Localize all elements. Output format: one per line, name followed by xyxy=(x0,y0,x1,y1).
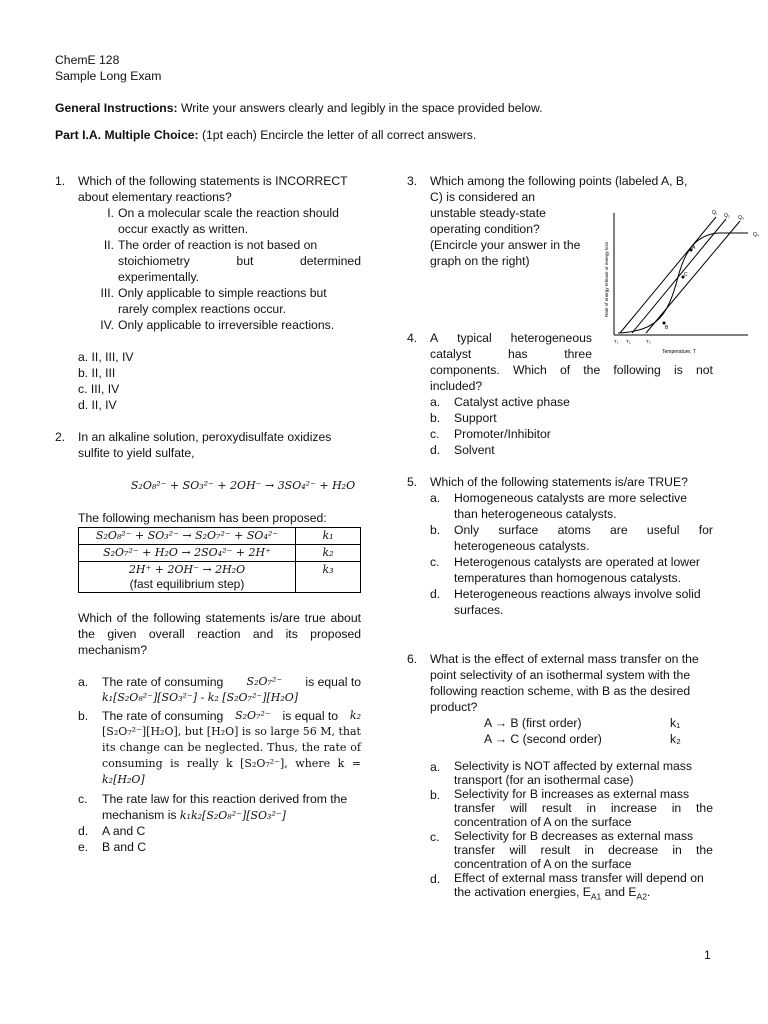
q2-choice-c-line1: The rate law for this reaction derived from the xyxy=(102,792,348,806)
q1-stem-line2: about elementary reactions? xyxy=(78,190,232,204)
q1-word: stoichiometry xyxy=(118,254,190,268)
q4-word: is xyxy=(674,363,683,377)
q1-statement-1-line1: On a molecular scale the reaction should xyxy=(118,206,339,220)
q4-word: of xyxy=(559,363,571,377)
q2-choice-d: A and C xyxy=(102,824,146,838)
q6-word: will xyxy=(509,843,527,857)
mechanism-step-3 xyxy=(79,562,296,593)
q4-word: A xyxy=(430,331,439,345)
q1-roman-1: I. xyxy=(107,206,114,220)
q6-d-subscript: A2 xyxy=(636,891,647,902)
q6-choice-a-label[interactable]: a. xyxy=(430,760,441,774)
q6-word: in xyxy=(584,843,594,857)
q4-word: heterogeneous xyxy=(510,331,592,345)
q2-choice-a-line1 xyxy=(102,674,361,690)
mechanism-step-3-eq: 2H⁺ + 2OH⁻ → 2H₂O xyxy=(128,563,246,576)
q5-word: for xyxy=(698,523,713,537)
q6-d-text: . xyxy=(646,885,651,899)
gi-label: General Instructions: xyxy=(55,101,178,115)
q4-choice-c-label[interactable]: c. xyxy=(430,427,440,441)
point-label-b: B xyxy=(665,325,669,331)
q4-choice-a-label[interactable]: a. xyxy=(430,395,441,409)
q6-word: result xyxy=(540,843,571,857)
q2-stem-line1: In an alkaline solution, peroxydisulfate oxidizes xyxy=(78,430,332,444)
q4-line3 xyxy=(430,362,713,378)
q6-choice-c-line1: Selectivity for B decreases as external mass xyxy=(454,829,694,843)
mechanism-table xyxy=(78,527,361,593)
gi-text: Write your answers clearly and legibly in the space provided below. xyxy=(177,101,543,115)
q6-word: in xyxy=(672,843,682,857)
rate-constant-k3: k₃ xyxy=(296,562,361,593)
q2-a-text: The rate of consuming xyxy=(102,675,224,689)
q4-choice-a: Catalyst active phase xyxy=(454,395,570,409)
q6-rate-constant-k1: k₁ xyxy=(670,716,681,730)
q4-word: typical xyxy=(457,331,492,345)
q6-choice-c-line3: concentration of A on the surface xyxy=(454,857,632,871)
q6-choice-b-line2 xyxy=(454,801,713,815)
q3-line6: graph on the right) xyxy=(430,254,530,268)
q5-choice-c-label[interactable]: c. xyxy=(430,555,440,569)
q2-choice-d-label[interactable]: d. xyxy=(78,824,89,838)
graph-y-label: Rate of energy release or energy loss xyxy=(604,241,609,317)
q6-word: result xyxy=(541,801,572,815)
q6-word: decrease xyxy=(608,843,659,857)
q4-word: has xyxy=(507,347,528,361)
q2-choice-b-line2: [S₂O₇²⁻][H₂O], but [H₂O] is so large 56 M, that xyxy=(102,725,361,738)
q2-choice-a-line2: k₁[S₂O₈²⁻][SO₃²⁻] - k₂ [S₂O₇²⁻][H₂O] xyxy=(102,691,299,704)
q1-choice-c[interactable]: c. III, IV xyxy=(78,382,120,396)
q5-choice-a-label[interactable]: a. xyxy=(430,491,441,505)
q4-word: Which xyxy=(512,363,547,377)
q5-word: Only xyxy=(454,523,480,537)
q1-choice-d[interactable]: d. II, IV xyxy=(78,398,117,412)
q6-d-subscript: A1 xyxy=(590,891,602,902)
q3-line5: (Encircle your answer in the xyxy=(430,238,581,252)
q2-number: 2. xyxy=(55,430,66,444)
q1-stem-line1: Which of the following statements is INCORRECT xyxy=(78,174,348,188)
q1-statement-2-line1: The order of reaction is not based on xyxy=(118,238,318,252)
heat-removal-line-2 xyxy=(632,219,726,333)
q3-line4: operating condition? xyxy=(430,222,540,236)
q1-word: determined xyxy=(300,254,361,268)
point-label-c: C xyxy=(684,272,688,278)
q4-choice-d-label[interactable]: d. xyxy=(430,443,441,457)
q2-a-text: is equal to xyxy=(305,675,361,689)
q6-choice-b-line3: concentration of A on the surface xyxy=(454,815,632,829)
table-row xyxy=(79,528,361,545)
q4-line2 xyxy=(430,346,592,362)
q5-choice-d-line1: Heterogeneous reactions always involve solid xyxy=(454,587,701,601)
exam-title: Sample Long Exam xyxy=(55,69,162,83)
part-label: Part I.A. Multiple Choice: xyxy=(55,128,199,142)
q6-reaction-1: A → B (first order) xyxy=(484,716,582,730)
q6-word: in xyxy=(671,801,682,815)
q1-statement-2-line3: experimentally. xyxy=(118,270,200,284)
q2-choice-b-line3: its change can be neglected. Thus, the rate of xyxy=(102,741,361,754)
q4-choice-b-label[interactable]: b. xyxy=(430,411,441,425)
q6-choice-a-line1: Selectivity is NOT affected by external mass xyxy=(454,759,692,773)
q6-choice-c-label[interactable]: c. xyxy=(430,830,440,844)
q4-word: three xyxy=(564,347,592,361)
q2-choice-b-line4: consuming is really k [S₂O₇²⁻], where k = xyxy=(102,757,361,770)
q2-ask-line2: the given overall reaction and its proposed xyxy=(78,627,361,641)
tick-label-t1: T₁ xyxy=(614,339,619,344)
course-title: ChemE 128 xyxy=(55,53,120,67)
q1-choice-a[interactable]: a. II, III, IV xyxy=(78,350,134,364)
q4-word: not xyxy=(695,363,713,377)
q2-c-text: mechanism is xyxy=(102,808,177,822)
q1-roman-2: II. xyxy=(103,238,114,252)
q6-choice-d-line2 xyxy=(454,885,651,902)
q6-choice-c-line2 xyxy=(454,843,713,857)
rate-constant-k1: k₁ xyxy=(296,528,361,545)
table-row xyxy=(79,562,361,593)
q2-choice-e-label[interactable]: e. xyxy=(78,840,89,854)
q6-number: 6. xyxy=(407,652,418,666)
q6-word: transfer xyxy=(454,801,496,815)
curve-label-q1: Q₁ xyxy=(712,210,718,216)
q2-b-k2: k₂ xyxy=(349,709,361,722)
q4-word: catalyst xyxy=(430,347,472,361)
q2-ask-line3: mechanism? xyxy=(78,643,148,657)
q5-word: surface xyxy=(498,523,539,537)
q6-choice-b-line1: Selectivity for B increases as external mass xyxy=(454,787,690,801)
q6-choice-d-line1: Effect of external mass transfer will depend on xyxy=(454,871,704,885)
q2-choice-b-label[interactable]: b. xyxy=(78,709,89,723)
q6-choice-d-label[interactable]: d. xyxy=(430,872,441,886)
q6-line2: point selectivity of an isothermal system with the xyxy=(430,668,691,682)
q4-word: following xyxy=(613,363,661,377)
q1-roman-3: III. xyxy=(100,286,114,300)
curve-label-q4: Q₄ xyxy=(753,232,759,238)
q2-choice-e: B and C xyxy=(102,840,147,854)
q1-statement-3-line1: Only applicable to simple reactions but xyxy=(118,286,327,300)
q2-choice-b-line1 xyxy=(102,708,361,724)
q4-line4: included? xyxy=(430,379,483,393)
q4-choice-b: Support xyxy=(454,411,497,425)
part-heading xyxy=(55,127,476,143)
q1-roman-4: IV. xyxy=(100,318,114,332)
mechanism-step-2: S₂O₇²⁻ + H₂O → 2SO₄²⁻ + 2H⁺ xyxy=(79,545,296,562)
q4-word: components. xyxy=(430,363,500,377)
q5-choice-c-line2: temperatures than homogenous catalysts. xyxy=(454,571,681,585)
q2-overall-reaction: S₂O₈²⁻ + SO₃²⁻ + 2OH⁻ → 3SO₄²⁻ + H₂O xyxy=(130,479,356,492)
q3-line1: Which among the following points (labeled A, B, xyxy=(430,174,688,188)
q2-choice-a-label[interactable]: a. xyxy=(78,675,89,689)
heat-generation-curve xyxy=(618,233,748,333)
steady-state-graph[interactable] xyxy=(598,205,764,360)
q6-word: the xyxy=(695,843,713,857)
q6-d-text: the activation energies, E xyxy=(454,885,591,899)
q5-choice-c-line1: Heterogenous catalysts are operated at lower xyxy=(454,555,700,569)
page-number: 1 xyxy=(704,948,711,962)
q4-choice-c: Promoter/Inhibitor xyxy=(454,427,551,441)
q2-stem-line2: sulfite to yield sulfate, xyxy=(78,446,195,460)
heat-removal-line-3 xyxy=(646,221,740,333)
q6-reaction-2: A → C (second order) xyxy=(484,732,602,746)
q2-c-rate-law: k₁k₂[S₂O₈²⁻][SO₃²⁻] xyxy=(179,809,286,822)
q3-line2: C) is considered an xyxy=(430,190,535,204)
q2-b-species: S₂O₇²⁻ xyxy=(235,709,271,722)
q2-a-species: S₂O₇²⁻ xyxy=(246,675,283,688)
q2-b-text: is equal to xyxy=(282,709,339,723)
q1-choice-b[interactable]: b. II, III xyxy=(78,366,116,380)
tick-label-t2: T₂ xyxy=(626,339,631,344)
point-label-a: A xyxy=(692,245,696,251)
q6-line4: product? xyxy=(430,700,478,714)
tick-label-t3: T₃ xyxy=(646,339,651,344)
q4-word: the xyxy=(583,363,601,377)
q5-choice-d-line2: surfaces. xyxy=(454,603,504,617)
heat-removal-line-1 xyxy=(620,217,716,333)
q1-word: but xyxy=(236,254,254,268)
q5-choice-b-line1 xyxy=(454,522,713,538)
q2-choice-c-line2 xyxy=(102,807,286,824)
mechanism-step-3-note: (fast equilibrium step) xyxy=(129,577,245,591)
part-text: (1pt each) Encircle the letter of all correct answers. xyxy=(198,128,477,142)
q1-number: 1. xyxy=(55,174,66,188)
q5-choice-b-line2: heterogeneous catalysts. xyxy=(454,539,590,553)
q5-choice-d-label[interactable]: d. xyxy=(430,587,441,601)
q5-choice-a-line2: than heterogeneous catalysts. xyxy=(454,507,617,521)
q5-choice-b-label[interactable]: b. xyxy=(430,523,441,537)
q2-choice-b-line5: k₂[H₂O] xyxy=(102,773,145,786)
q5-stem: Which of the following statements is/are TRUE? xyxy=(430,475,688,489)
curve-label-q2: Q₂ xyxy=(724,213,730,219)
q2-ask-line1: Which of the following statements is/are true about xyxy=(78,611,361,625)
general-instructions xyxy=(55,100,543,116)
q6-word: increase xyxy=(610,801,657,815)
q3-line3: unstable steady-state xyxy=(430,206,546,220)
q6-word: the xyxy=(696,801,713,815)
q2-mechanism-intro: The following mechanism has been proposed: xyxy=(78,511,327,525)
q1-statement-2-line2 xyxy=(118,253,361,269)
q6-line3: following reaction scheme, with B as the desired xyxy=(430,684,691,698)
q5-word: atoms xyxy=(557,523,591,537)
mechanism-step-1: S₂O₈²⁻ + SO₃²⁻ → S₂O₇²⁻ + SO₄²⁻ xyxy=(79,528,296,545)
q6-word: in xyxy=(586,801,597,815)
q1-statement-1-line2: occur exactly as written. xyxy=(118,222,249,236)
table-row xyxy=(79,545,361,562)
q1-statement-4-line1: Only applicable to irreversible reactions. xyxy=(118,318,335,332)
q2-choice-c-label[interactable]: c. xyxy=(78,792,88,806)
q2-b-text: The rate of consuming xyxy=(102,709,224,723)
q4-choice-d: Solvent xyxy=(454,443,495,457)
curve-label-q3: Q₃ xyxy=(738,215,744,221)
q6-d-text: and E xyxy=(601,885,637,899)
q6-choice-a-line2: transport (for an isothermal case) xyxy=(454,773,634,787)
q5-choice-a-line1: Homogeneous catalysts are more selective xyxy=(454,491,688,505)
q3-number: 3. xyxy=(407,174,418,188)
q5-word: are xyxy=(610,523,628,537)
q5-word: useful xyxy=(646,523,680,537)
q6-word: will xyxy=(510,801,528,815)
q1-statement-3-line2: rarely complex reactions occur. xyxy=(118,302,286,316)
q4-number: 4. xyxy=(407,331,418,345)
q6-word: transfer xyxy=(454,843,496,857)
q6-rate-constant-k2: k₂ xyxy=(670,732,681,746)
q6-line1: What is the effect of external mass transfer on the xyxy=(430,652,699,666)
graph-x-label: Temperature, T xyxy=(662,349,696,355)
rate-constant-k2: k₂ xyxy=(296,545,361,562)
q4-line1 xyxy=(430,330,592,346)
q6-choice-b-label[interactable]: b. xyxy=(430,788,441,802)
q5-number: 5. xyxy=(407,475,418,489)
